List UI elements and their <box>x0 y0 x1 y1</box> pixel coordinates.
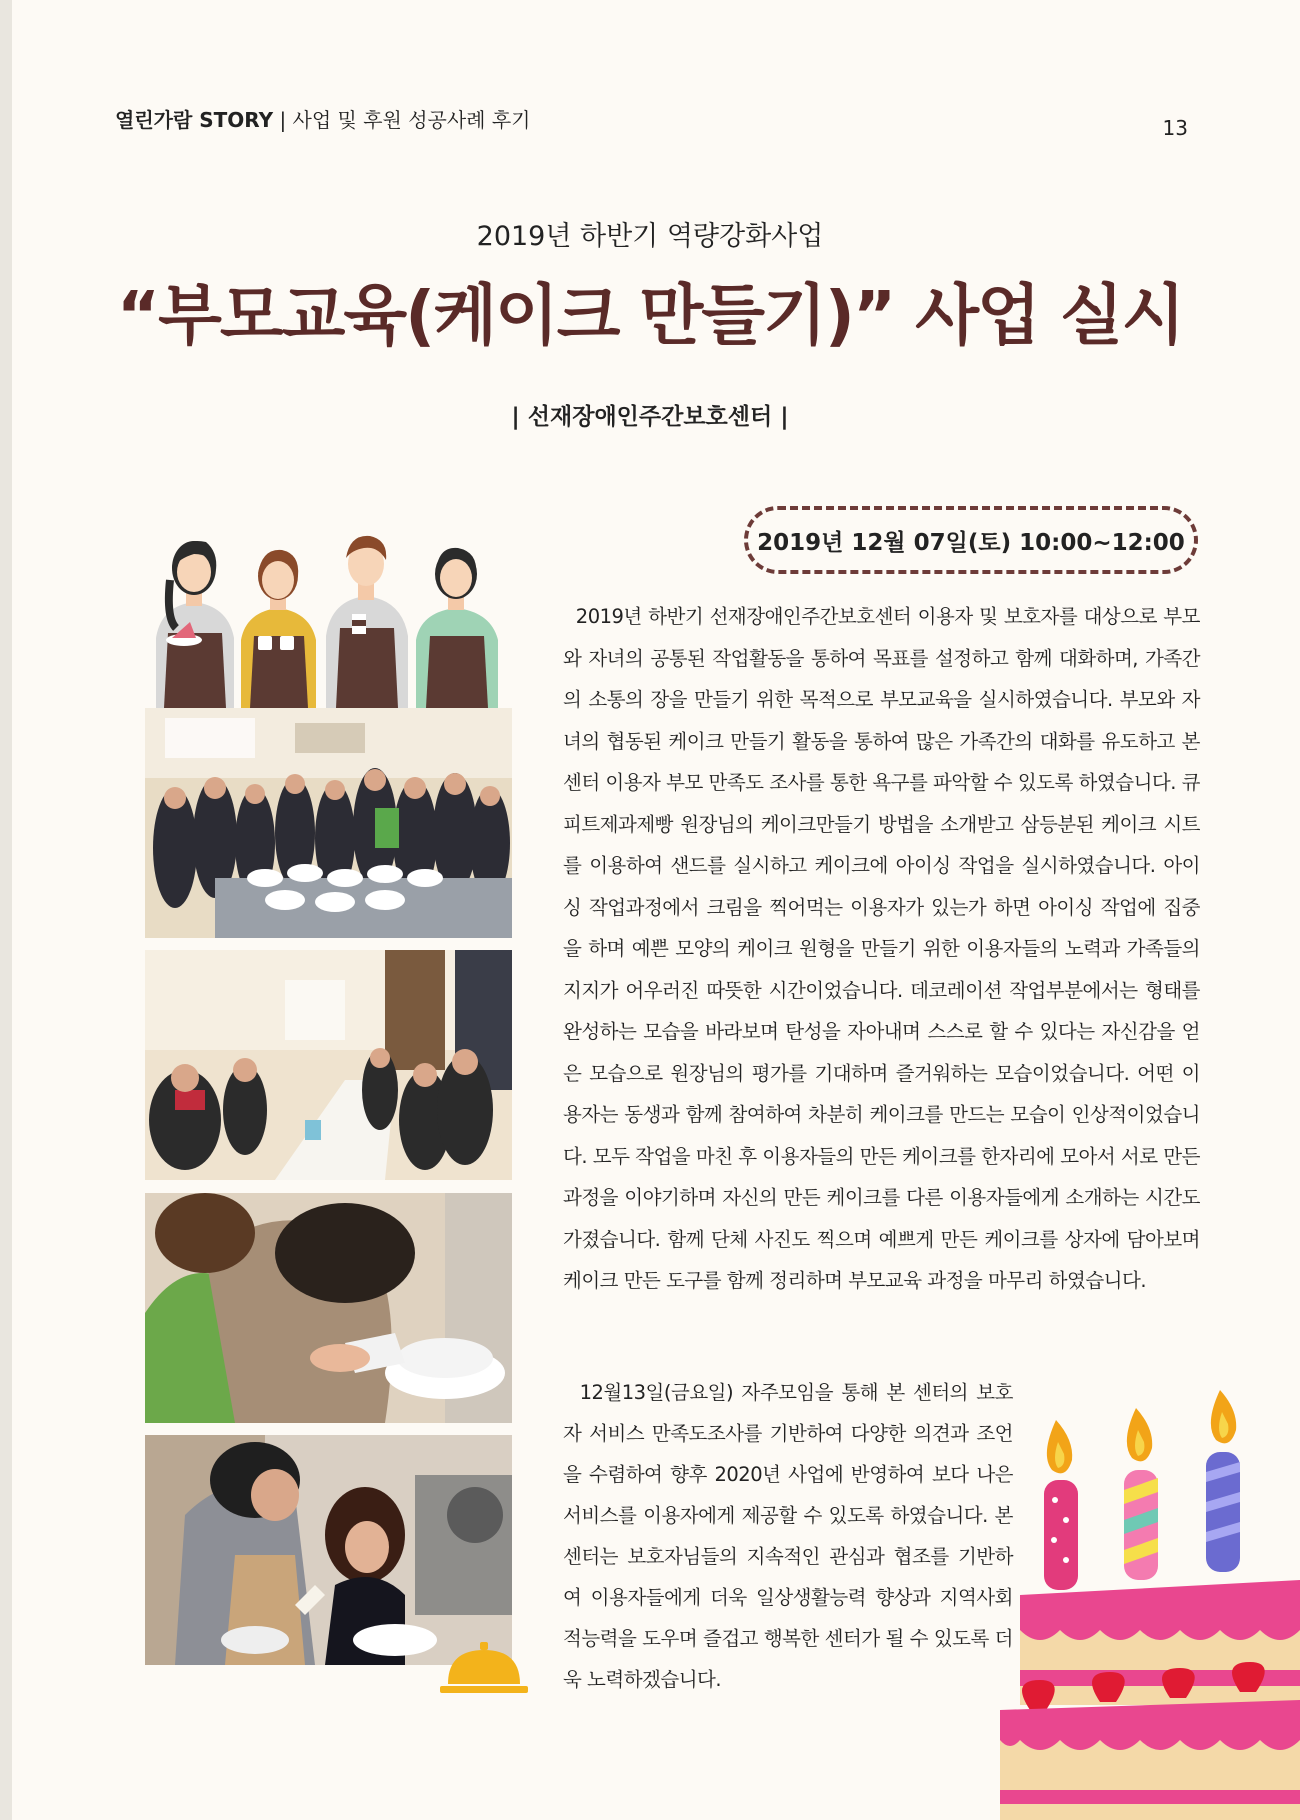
cake-decorating-photo <box>145 1435 512 1665</box>
article-title: “부모교육(케이크 만들기)” 사업 실시 <box>116 277 1184 354</box>
organization-label: | 선재장애인주간보호센터 | <box>511 404 789 430</box>
barista-figure <box>326 536 408 708</box>
article-paragraph-2 <box>563 1372 1013 1700</box>
birthday-cake-illustration <box>1000 1380 1300 1820</box>
parents-table-photo <box>145 950 512 1180</box>
paragraph-2-text: 12월13일(금요일) 자주모임을 통해 본 센터의 보호자 서비스 만족도조사를 기반하여 다양한 의견과 조언을 수렴하여 향후 2020년 사업에 반영하여 보다 나은 서비스를 이용자에게 제공할 수 있도록 하였습니다. 본 센터는 보호자님들의 지속적인 관심과 협조를 기반하여 이용자들에게 더욱 일상생활능력 향상과 지역사회적능력을 도우며 즐겁고 행복한 센터가 될 수 있도록 더욱 노력하겠습니다. <box>563 1381 1013 1691</box>
page-number: 13 <box>1162 116 1188 140</box>
barista-figure <box>416 548 498 708</box>
header-brand: 열린가람 STORY <box>115 108 274 132</box>
header-section: 사업 및 후원 성공사례 후기 <box>292 108 531 132</box>
paragraph-1-text: 2019년 하반기 선재장애인주간보호센터 이용자 및 보호자를 대상으로 부모와 자녀의 공통된 작업활동을 통하여 목표를 설정하고 함께 대화하며, 가족간의 소통의 장을 만들기 위한 목적으로 부모교육을 실시하였습니다. 부모와 자녀의 협동된 케이크 만들기 활동을 통하여 많은 가족간의 대화를 유도하고 본센터 이용자 부모 만족도 조사를 통한 욕구를 파악할 수 있도록 하였습니다. 큐피트제과제빵 원장님의 케이크만들기 방법을 소개받고 삼등분된 케이크 시트를 이용하여 샌드를 실시하고 케이크에 아이싱 작업을 실시하였습니다. 아이싱 작업과정에서 크림을 찍어먹는 이용자가 있는가 하면 아이싱 작업에 집중을 하며 예쁜 모양의 케이크 원형을 만들기 위한 이용자들의 노력과 가족들의 지지가 어우러진 따뜻한 시간이었습니다. 데코레이션 작업부분에서는 형태를 완성하는 모습을 바라보며 탄성을 자아내며 스스로 할 수 있다는 자신감을 얻은 모습으로 원장님의 평가를 기대하며 즐거워하는 모습이었습니다. 어떤 이용자는 동생과 함께 참여하여 차분히 케이크를 만드는 모습이 인상적이었습니다. 모두 작업을 마친 후 이용자들의 만든 케이크를 한자리에 모아서 서로 만든 과정을 이야기하며 자신의 만든 케이크를 다른 이용자들에게 소개하는 시간도 가졌습니다. 함께 단체 사진도 찍으며 예쁘게 만든 케이크를 상자에 담아보며 케이크 만든 도구를 함께 정리하며 부모교육 과정을 마무리 하였습니다. <box>563 605 1200 1292</box>
group-photo-with-cakes <box>145 708 512 938</box>
article-paragraph-1 <box>563 596 1200 1302</box>
event-date-badge <box>744 506 1198 574</box>
paragraph-indent <box>563 605 576 628</box>
article-subtitle: 2019년 하반기 역량강화사업 <box>476 221 824 252</box>
event-date: 2019년 12월 07일(토) 10:00~12:00 <box>757 529 1185 556</box>
service-bell-icon <box>440 1640 528 1696</box>
icing-work-photo <box>145 1193 512 1423</box>
baristas-illustration <box>146 528 516 708</box>
barista-figure <box>241 550 316 708</box>
barista-figure <box>156 541 234 708</box>
header-separator: | <box>273 108 293 132</box>
paragraph-indent <box>563 1381 580 1404</box>
running-header <box>115 104 531 133</box>
